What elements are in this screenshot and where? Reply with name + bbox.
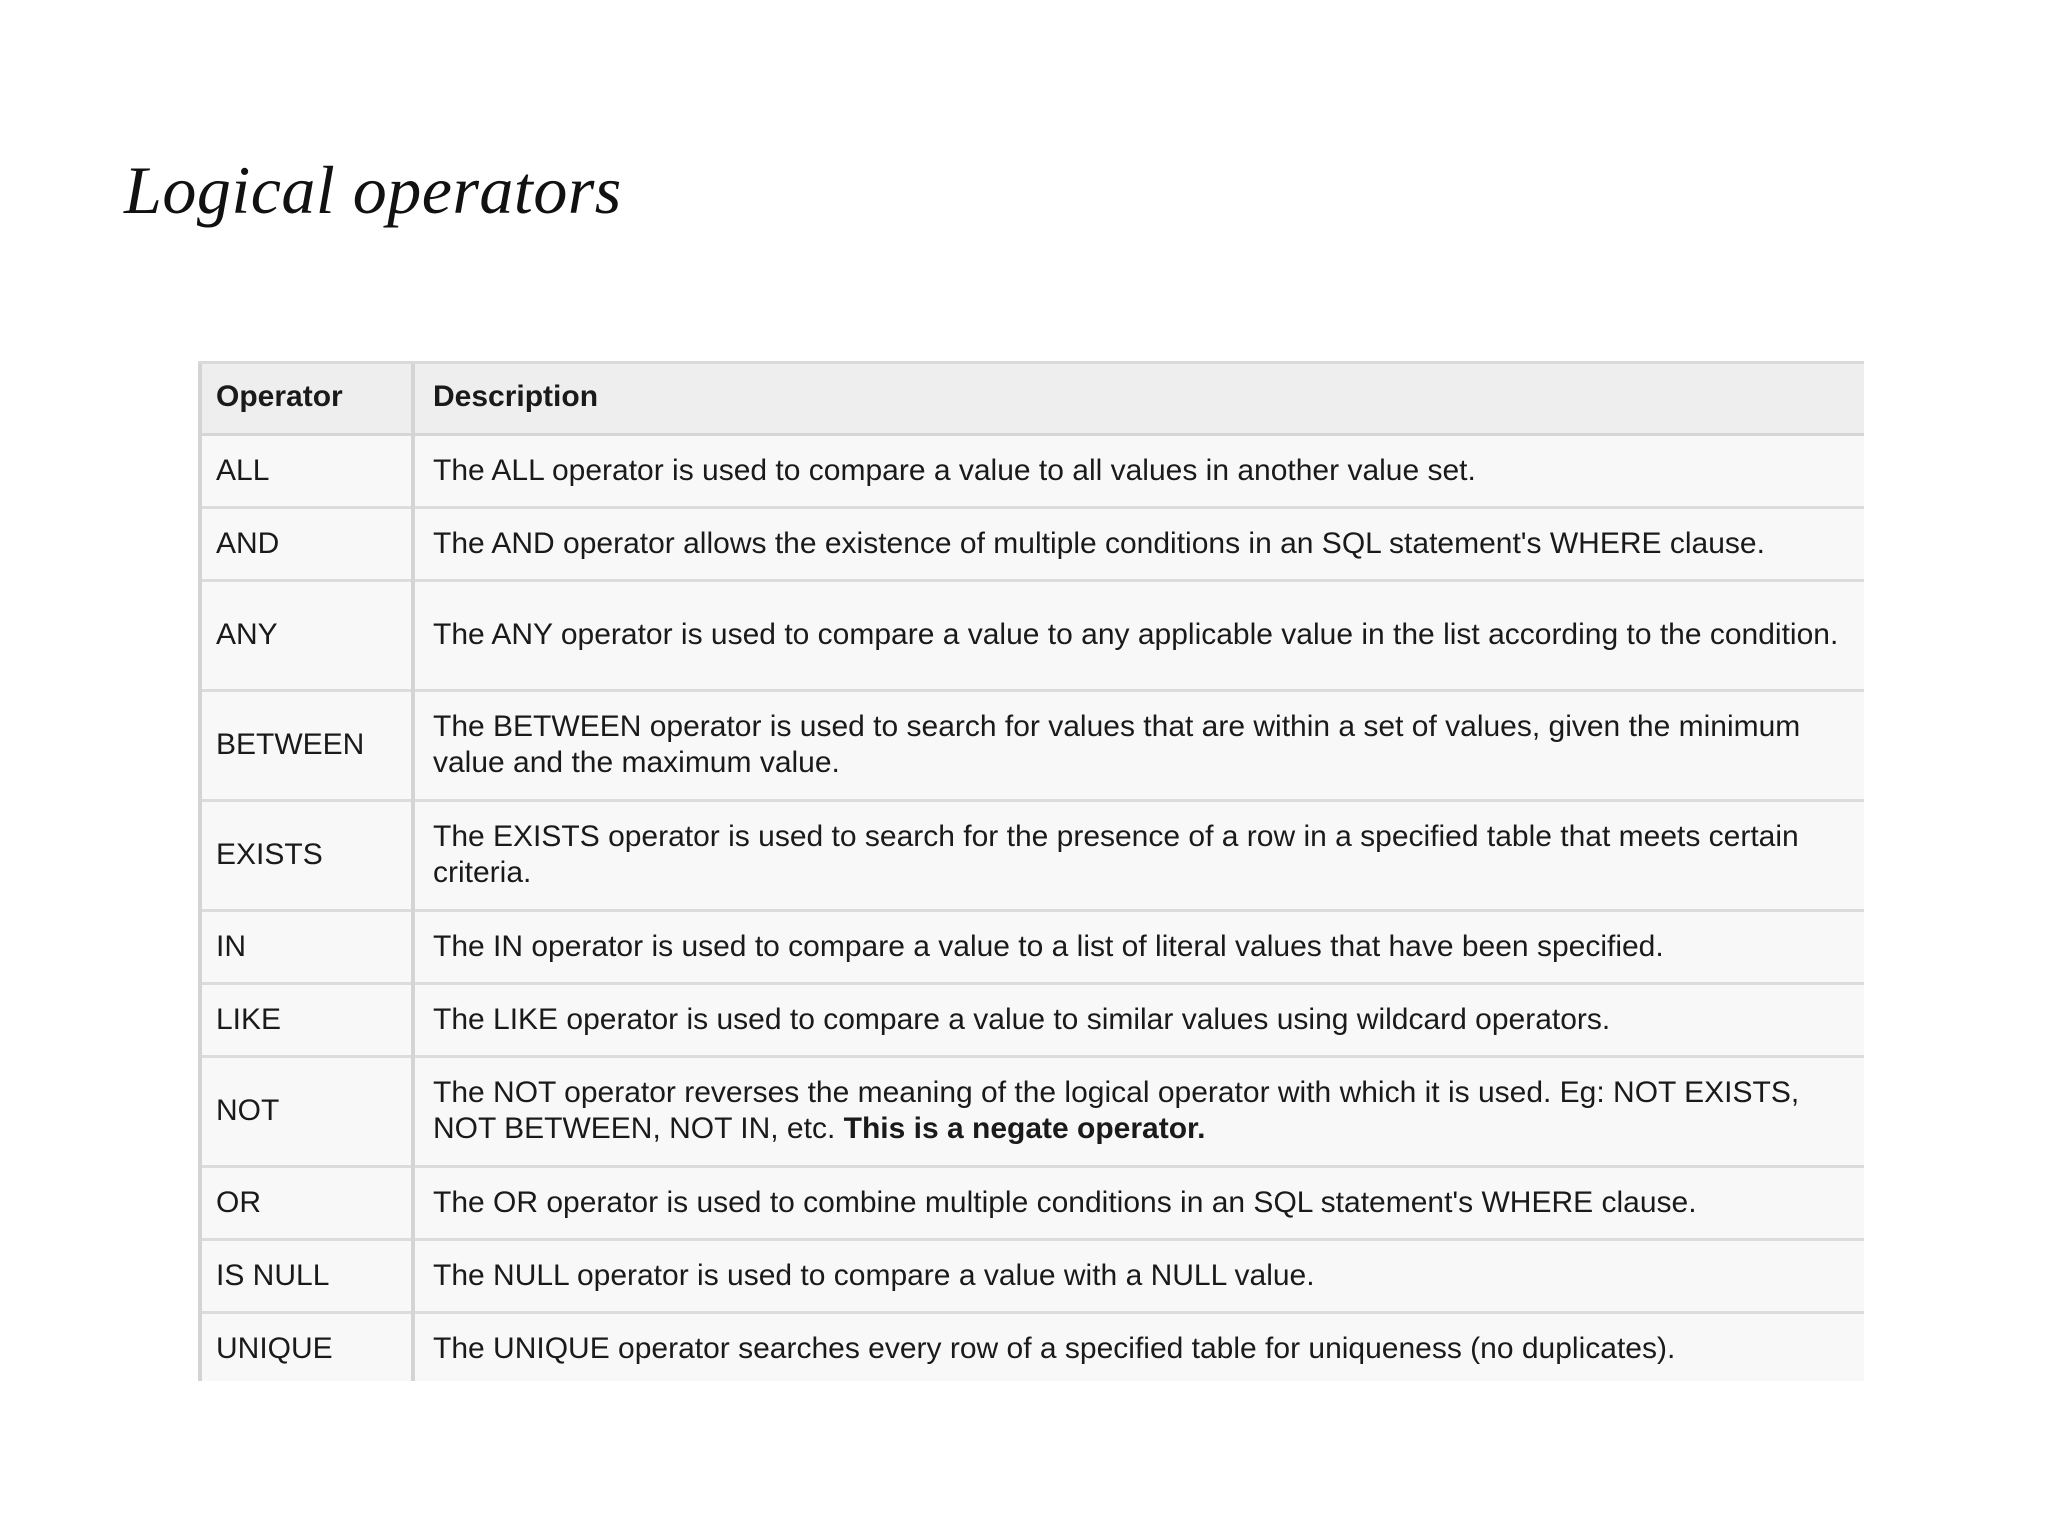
table-row [198,983,1864,1056]
operator-cell: EXISTS [198,800,413,910]
description-cell [413,1056,1864,1166]
description-cell: The BETWEEN operator is used to search for values that are within a set of values, given the minimum value and the maximum value. [413,690,1864,800]
description-cell: The OR operator is used to combine multiple conditions in an SQL statement's WHERE clause. [413,1166,1864,1239]
operator-cell: NOT [198,1056,413,1166]
description-bold-text: This is a negate operator. [843,1112,1206,1145]
description-cell: The NULL operator is used to compare a value with a NULL value. [413,1239,1864,1312]
description-cell: The AND operator allows the existence of multiple conditions in an SQL statement's WHERE clause. [413,507,1864,580]
description-cell: The ALL operator is used to compare a value to all values in another value set. [413,434,1864,507]
table-row [198,580,1864,690]
description-cell: The UNIQUE operator searches every row of a specified table for uniqueness (no duplicates). [413,1312,1864,1381]
operators-table [198,361,1864,1381]
operators-table-container [198,361,1864,1381]
table-row [198,434,1864,507]
table-row [198,1239,1864,1312]
operator-cell: IS NULL [198,1239,413,1312]
description-cell: The IN operator is used to compare a value to a list of literal values that have been specified. [413,910,1864,983]
header-operator: Operator [198,361,413,434]
operator-cell: AND [198,507,413,580]
slide-title: Logical operators [124,152,622,228]
table-row [198,800,1864,910]
description-cell: The LIKE operator is used to compare a value to similar values using wildcard operators. [413,983,1864,1056]
operator-cell: OR [198,1166,413,1239]
table-row [198,1166,1864,1239]
header-description: Description [413,361,1864,434]
operator-cell: UNIQUE [198,1312,413,1381]
description-cell: The ANY operator is used to compare a value to any applicable value in the list according to the condition. [413,580,1864,690]
operator-cell: BETWEEN [198,690,413,800]
table-header-row [198,361,1864,434]
description-text: The NOT operator reverses the meaning of the logical operator with which it is used. Eg: NOT EXISTS, NOT BETWEEN, NOT IN, etc. [433,1076,1800,1145]
table-row [198,910,1864,983]
operator-cell: IN [198,910,413,983]
operator-cell: LIKE [198,983,413,1056]
table-row [198,1056,1864,1166]
table-row [198,690,1864,800]
operator-cell: ANY [198,580,413,690]
operator-cell: ALL [198,434,413,507]
table-row [198,507,1864,580]
description-cell: The EXISTS operator is used to search for the presence of a row in a specified table that meets certain criteria. [413,800,1864,910]
table-row [198,1312,1864,1381]
